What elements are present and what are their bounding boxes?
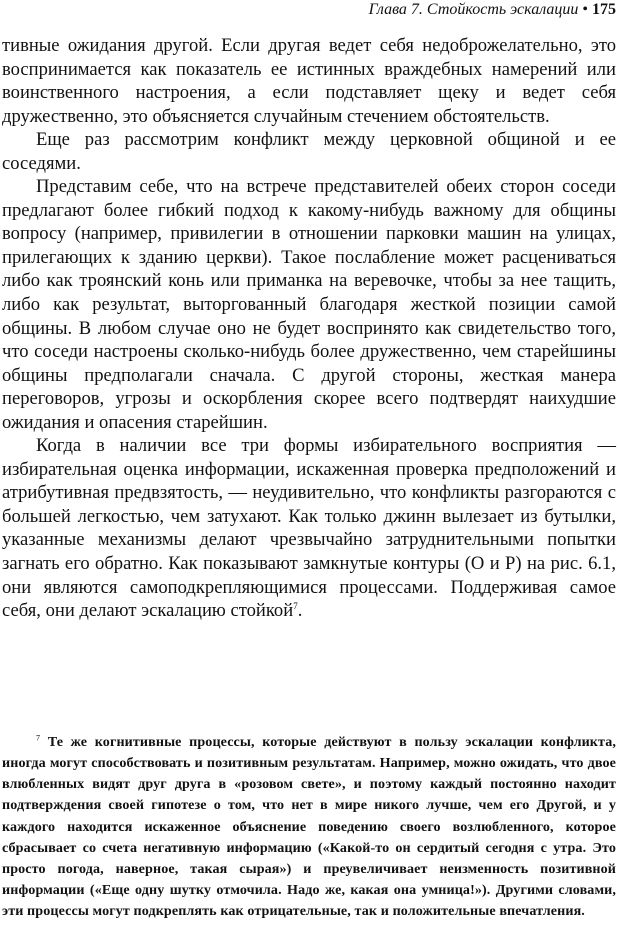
paragraph-4-text: Когда в наличии все три формы избирательного восприятия — избирательная оценка информации, искаженная проверка предположений и атрибутивная предвзятость, — неудивительно, что конфликты разгораются с большей легкостью, чем затухают. Как только джинн вылезает из бутылки, указанные механизмы делают чрезвычайно затруднительными попытки загнать его обратно. Как показывают замкнутые контуры (О и Р) на рис. 6.1, они являются самоподкрепляющимися процессами. Поддерживая самое себя, они делают эскалацию стойкой <box>2 435 616 622</box>
footnote-text: Те же когнитивные процессы, которые действуют в пользу эскалации конфликта, иногда могут способствовать и позитивным результатам. Например, можно ожидать, что двое влюбленных видят друг друга в «розовом свете», и поэтому каждый постоянно находит подтверждения своей гипотезе о том, что нет в мире никого лучше, чем его Другой, и у каждого находится искаженное объяснение поведению своего возлюбленного, которое сбрасывает со счета негативную информацию («Какой-то он сердитый сегодня с утра. Это просто погода, наверное, такая сырая») и преувеличивает неизменность позитивной информации («Еще одну шутку отмочила. Надо же, какая она умница!»). Другими словами, эти процессы могут подкреплять как отрицательные, так и положительные впечатления. <box>2 734 616 920</box>
footnote <box>2 732 616 922</box>
chapter-title: Глава 7. Стойкость эскалации <box>368 1 579 18</box>
paragraph-4: Когда в наличии все три формы избирательного восприятия — избирательная оценка информации, искаженная проверка предположений и атрибутивная предвзятость, — неудивительно, что конфликты разгораются с большей легкостью, чем затухают. Как только джинн вылезает из бутылки, указанные механизмы делают чрезвычайно затруднительными попытки загнать его обратно. Как показывают замкнутые контуры (О и Р) на рис. 6.1, они являются самоподкрепляющимися процессами. Поддерживая самое себя, они делают эскалацию стойкой$^7$. <box>2 435 616 622</box>
header-bullet: • <box>582 1 588 18</box>
paragraph-2: Еще раз рассмотрим конфликт между церковной общиной и ее соседями. <box>2 129 616 174</box>
paragraph-3: Представим себе, что на встрече представителей обеих сторон соседи предлагают более гибкий подход к какому-нибудь важному для общины вопросу (например, привилегии в отношении парковки машин на улицах, прилегающих к зданию церкви). Такое послабление может расцениваться либо как троянский конь или приманка на веревочке, чтобы за нее тащить, либо как результат, выторгованный благодаря жесткой позиции самой общины. В любом случае оно не будет воспринято как свидетельство того, что соседи настроены сколько-нибудь более дружественно, чем старейшины общины предполагали сначала. С другой стороны, жесткая манера переговоров, угрозы и оскорбления скорее всего подтвердят наихудшие ожидания и опасения старейшин. <box>2 176 616 433</box>
running-header <box>369 0 616 20</box>
paragraph-1: тивные ожидания другой. Если другая ведет себя недоброжелательно, это воспринимается как показатель ее истинных враждебных намерений или воинственного настроения, а если подставляет щеку и ведет себя дружественно, это объясняется случайным стечением обстоятельств. <box>2 35 616 127</box>
footnote-marker: 7 <box>36 733 41 743</box>
main-text <box>2 34 616 623</box>
footnote-reference[interactable]: 7 <box>293 600 298 611</box>
page-number: 175 <box>592 1 616 18</box>
